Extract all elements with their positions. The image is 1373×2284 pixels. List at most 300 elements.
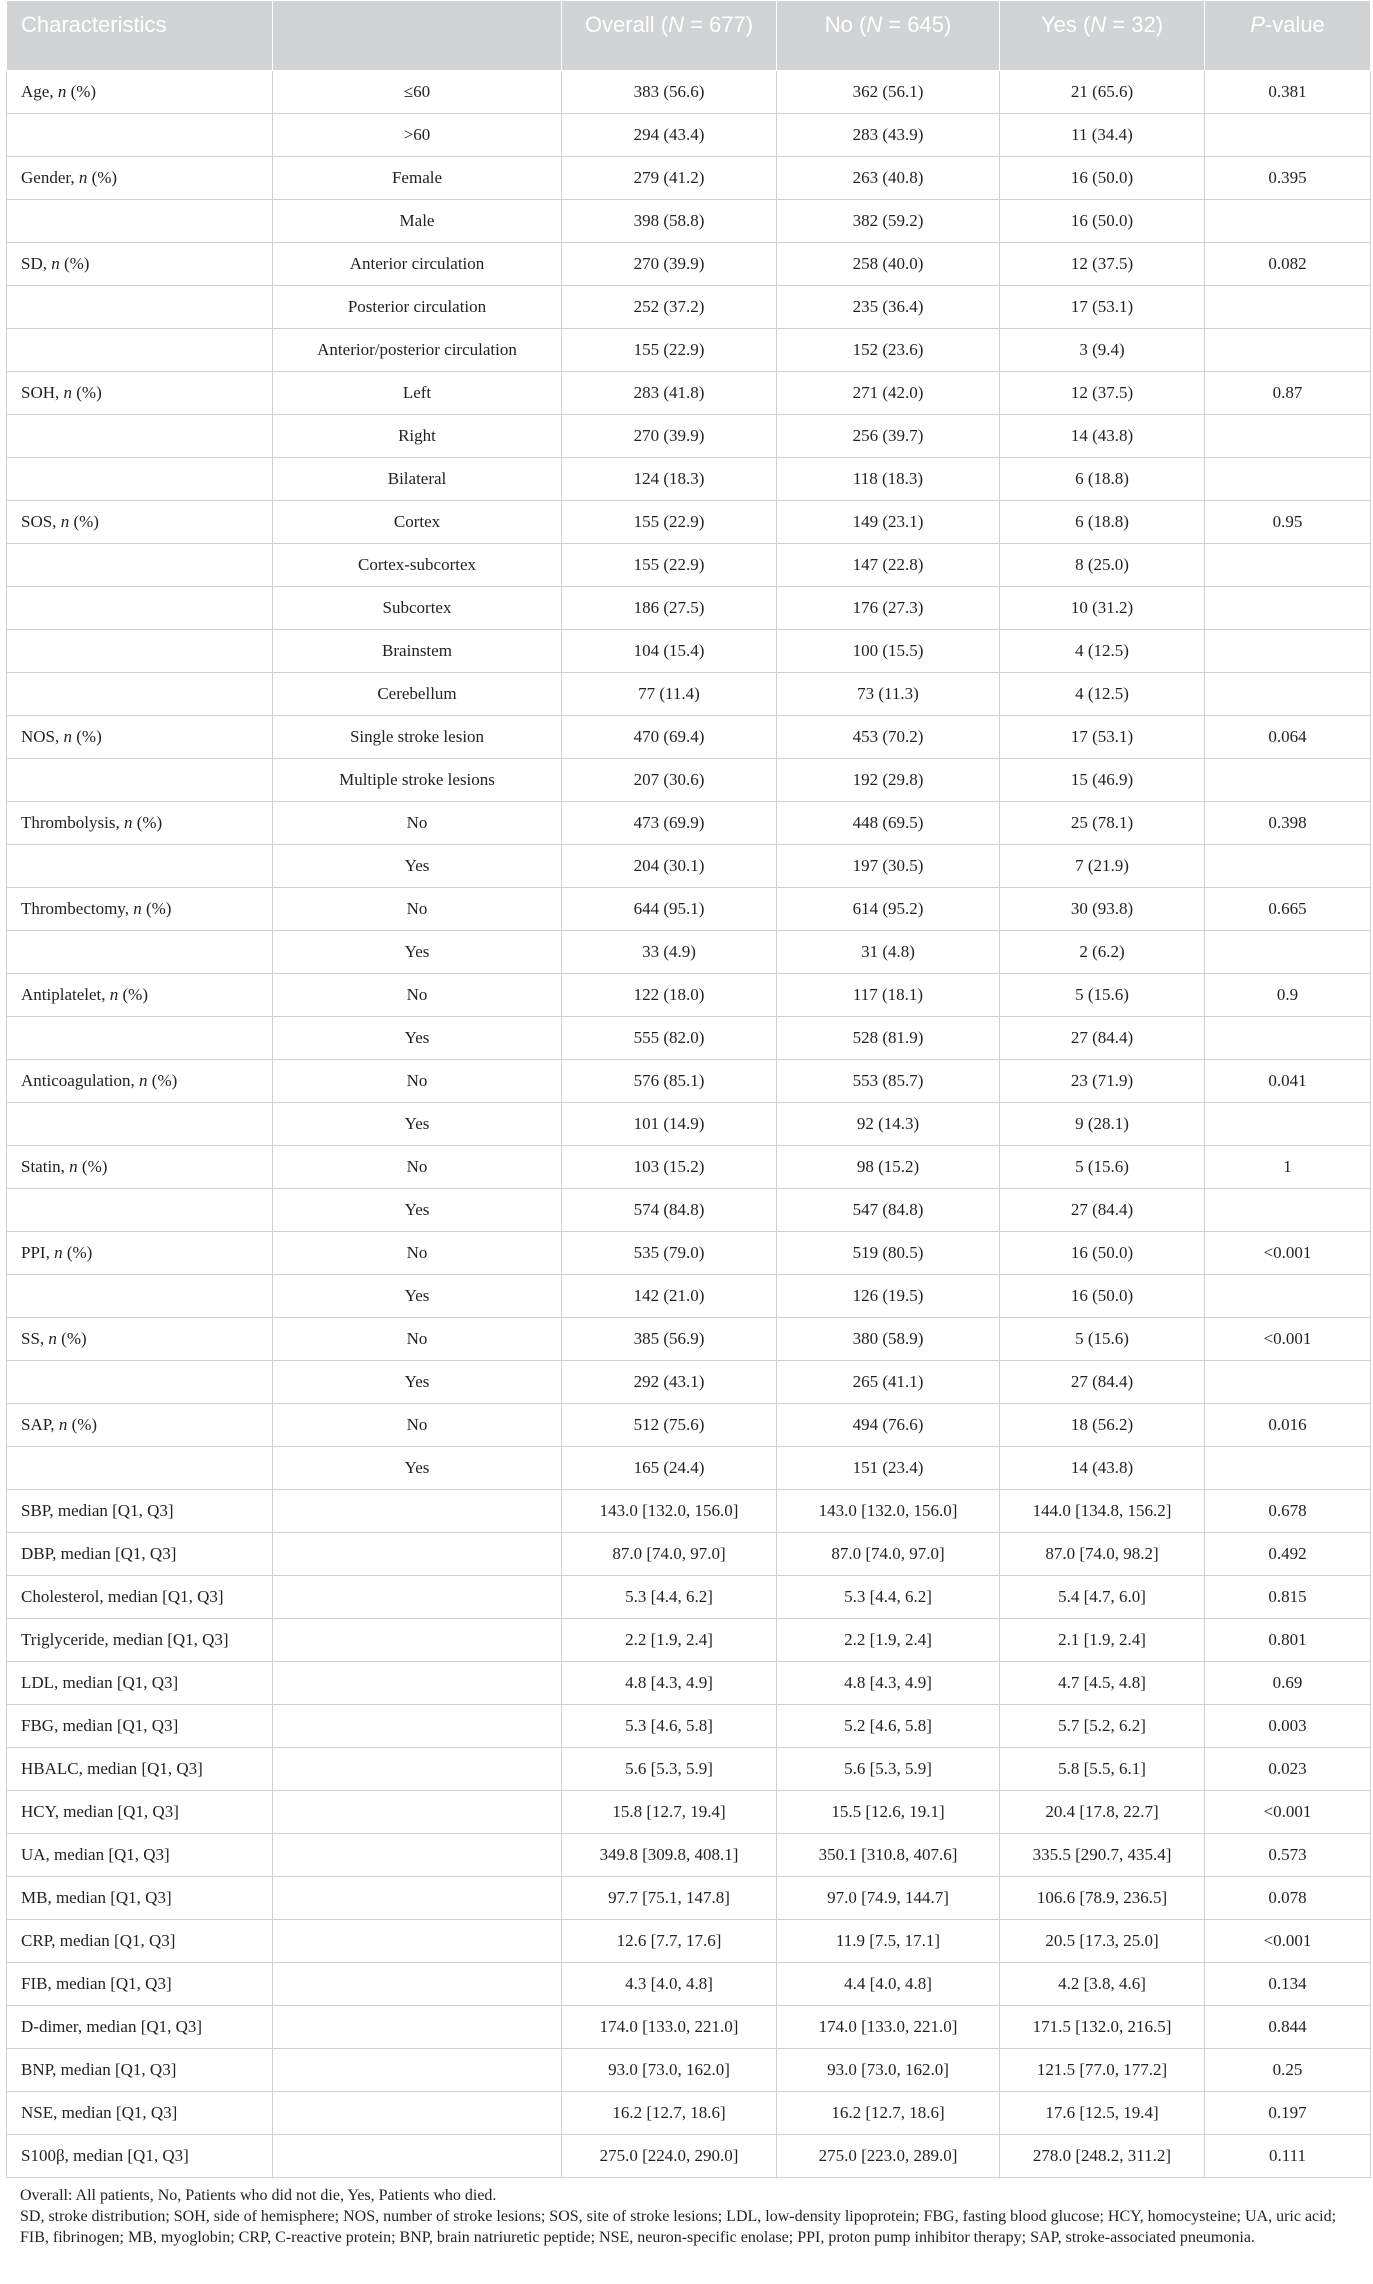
table-row: [7, 71, 1371, 114]
cell-characteristic: Cholesterol, median [Q1, Q3]: [7, 1576, 273, 1619]
table-row: [7, 888, 1371, 931]
cell-category: [273, 2135, 562, 2178]
cell-no: 151 (23.4): [777, 1447, 1000, 1490]
cell-yes: 2.1 [1.9, 2.4]: [1000, 1619, 1205, 1662]
table-row: [7, 1576, 1371, 1619]
cell-yes: 23 (71.9): [1000, 1060, 1205, 1103]
cell-p-value: 0.134: [1205, 1963, 1371, 2006]
cell-overall: 270 (39.9): [562, 415, 777, 458]
cell-overall: 4.3 [4.0, 4.8]: [562, 1963, 777, 2006]
cell-p-value: 0.016: [1205, 1404, 1371, 1447]
cell-p-value: <0.001: [1205, 1232, 1371, 1275]
cell-no: 73 (11.3): [777, 673, 1000, 716]
cell-yes: 10 (31.2): [1000, 587, 1205, 630]
cell-overall: 512 (75.6): [562, 1404, 777, 1447]
cell-p-value: 0.492: [1205, 1533, 1371, 1576]
cell-yes: 6 (18.8): [1000, 458, 1205, 501]
cell-yes: 87.0 [74.0, 98.2]: [1000, 1533, 1205, 1576]
footnotes: [20, 2185, 1365, 2248]
cell-characteristic: HCY, median [Q1, Q3]: [7, 1791, 273, 1834]
cell-overall: 101 (14.9): [562, 1103, 777, 1146]
cell-characteristic: LDL, median [Q1, Q3]: [7, 1662, 273, 1705]
characteristics-table: [6, 0, 1371, 2178]
cell-yes: 9 (28.1): [1000, 1103, 1205, 1146]
cell-yes: 5 (15.6): [1000, 1318, 1205, 1361]
table-row: [7, 974, 1371, 1017]
cell-no: 5.3 [4.4, 6.2]: [777, 1576, 1000, 1619]
cell-yes: 20.4 [17.8, 22.7]: [1000, 1791, 1205, 1834]
cell-characteristic: [7, 1447, 273, 1490]
cell-no: 97.0 [74.9, 144.7]: [777, 1877, 1000, 1920]
cell-overall: 124 (18.3): [562, 458, 777, 501]
cell-overall: 4.8 [4.3, 4.9]: [562, 1662, 777, 1705]
cell-characteristic: [7, 673, 273, 716]
cell-yes: 106.6 [78.9, 236.5]: [1000, 1877, 1205, 1920]
cell-no: 117 (18.1): [777, 974, 1000, 1017]
cell-category: [273, 2049, 562, 2092]
cell-overall: 93.0 [73.0, 162.0]: [562, 2049, 777, 2092]
cell-overall: 174.0 [133.0, 221.0]: [562, 2006, 777, 2049]
cell-yes: 27 (84.4): [1000, 1189, 1205, 1232]
cell-category: [273, 1619, 562, 1662]
cell-p-value: 0.041: [1205, 1060, 1371, 1103]
cell-category: Yes: [273, 1189, 562, 1232]
cell-p-value: [1205, 1361, 1371, 1404]
cell-yes: 4.2 [3.8, 4.6]: [1000, 1963, 1205, 2006]
table-row: [7, 1189, 1371, 1232]
cell-overall: 576 (85.1): [562, 1060, 777, 1103]
cell-overall: 470 (69.4): [562, 716, 777, 759]
cell-overall: 186 (27.5): [562, 587, 777, 630]
cell-characteristic: Antiplatelet, n (%): [7, 974, 273, 1017]
cell-category: No: [273, 888, 562, 931]
cell-overall: 270 (39.9): [562, 243, 777, 286]
cell-characteristic: [7, 200, 273, 243]
cell-p-value: 0.25: [1205, 2049, 1371, 2092]
cell-p-value: 0.95: [1205, 501, 1371, 544]
cell-no: 87.0 [74.0, 97.0]: [777, 1533, 1000, 1576]
cell-characteristic: HBALC, median [Q1, Q3]: [7, 1748, 273, 1791]
cell-p-value: [1205, 630, 1371, 673]
cell-no: 192 (29.8): [777, 759, 1000, 802]
table-container: [6, 0, 1370, 2178]
cell-yes: 20.5 [17.3, 25.0]: [1000, 1920, 1205, 1963]
cell-overall: 97.7 [75.1, 147.8]: [562, 1877, 777, 1920]
cell-category: Brainstem: [273, 630, 562, 673]
cell-overall: 165 (24.4): [562, 1447, 777, 1490]
cell-no: 494 (76.6): [777, 1404, 1000, 1447]
cell-p-value: 0.078: [1205, 1877, 1371, 1920]
cell-no: 547 (84.8): [777, 1189, 1000, 1232]
table-row: [7, 1791, 1371, 1834]
cell-no: 4.4 [4.0, 4.8]: [777, 1963, 1000, 2006]
cell-no: 143.0 [132.0, 156.0]: [777, 1490, 1000, 1533]
cell-characteristic: [7, 1275, 273, 1318]
cell-yes: 11 (34.4): [1000, 114, 1205, 157]
cell-p-value: 0.573: [1205, 1834, 1371, 1877]
cell-overall: 207 (30.6): [562, 759, 777, 802]
cell-p-value: [1205, 1275, 1371, 1318]
cell-no: 283 (43.9): [777, 114, 1000, 157]
cell-characteristic: SOS, n (%): [7, 501, 273, 544]
table-row: [7, 1103, 1371, 1146]
table-row: [7, 1920, 1371, 1963]
cell-p-value: [1205, 759, 1371, 802]
cell-p-value: [1205, 1017, 1371, 1060]
cell-p-value: 0.003: [1205, 1705, 1371, 1748]
cell-overall: 294 (43.4): [562, 114, 777, 157]
cell-no: 453 (70.2): [777, 716, 1000, 759]
cell-yes: 16 (50.0): [1000, 1232, 1205, 1275]
cell-yes: 14 (43.8): [1000, 1447, 1205, 1490]
table-row: [7, 2006, 1371, 2049]
cell-category: Posterior circulation: [273, 286, 562, 329]
cell-p-value: [1205, 200, 1371, 243]
cell-p-value: 0.395: [1205, 157, 1371, 200]
cell-category: [273, 1834, 562, 1877]
cell-characteristic: BNP, median [Q1, Q3]: [7, 2049, 273, 2092]
cell-overall: 155 (22.9): [562, 544, 777, 587]
cell-characteristic: [7, 931, 273, 974]
cell-category: [273, 2092, 562, 2135]
cell-characteristic: [7, 329, 273, 372]
cell-p-value: 0.082: [1205, 243, 1371, 286]
table-row: [7, 1404, 1371, 1447]
cell-no: 92 (14.3): [777, 1103, 1000, 1146]
table-row: [7, 759, 1371, 802]
cell-p-value: [1205, 544, 1371, 587]
cell-category: Cerebellum: [273, 673, 562, 716]
table-row: [7, 243, 1371, 286]
cell-yes: 8 (25.0): [1000, 544, 1205, 587]
table-row: [7, 415, 1371, 458]
cell-characteristic: SAP, n (%): [7, 1404, 273, 1447]
cell-no: 528 (81.9): [777, 1017, 1000, 1060]
cell-yes: 6 (18.8): [1000, 501, 1205, 544]
table-row: [7, 716, 1371, 759]
cell-p-value: 0.87: [1205, 372, 1371, 415]
table-row: [7, 501, 1371, 544]
cell-category: [273, 1662, 562, 1705]
cell-yes: 5.8 [5.5, 6.1]: [1000, 1748, 1205, 1791]
cell-category: Yes: [273, 1447, 562, 1490]
cell-category: Yes: [273, 845, 562, 888]
cell-characteristic: [7, 458, 273, 501]
cell-overall: 77 (11.4): [562, 673, 777, 716]
cell-no: 448 (69.5): [777, 802, 1000, 845]
cell-p-value: [1205, 458, 1371, 501]
cell-overall: 155 (22.9): [562, 329, 777, 372]
cell-p-value: [1205, 1447, 1371, 1490]
cell-category: No: [273, 1318, 562, 1361]
table-row: [7, 1877, 1371, 1920]
cell-overall: 292 (43.1): [562, 1361, 777, 1404]
table-row: [7, 1662, 1371, 1705]
cell-characteristic: SS, n (%): [7, 1318, 273, 1361]
header-yes: Yes (N = 32): [1000, 1, 1205, 71]
cell-overall: 279 (41.2): [562, 157, 777, 200]
cell-characteristic: FBG, median [Q1, Q3]: [7, 1705, 273, 1748]
cell-p-value: 0.9: [1205, 974, 1371, 1017]
header-overall: Overall (N = 677): [562, 1, 777, 71]
table-row: [7, 1619, 1371, 1662]
cell-category: [273, 1490, 562, 1533]
table-row: [7, 458, 1371, 501]
table-row: [7, 845, 1371, 888]
cell-category: Female: [273, 157, 562, 200]
table-row: [7, 286, 1371, 329]
cell-characteristic: DBP, median [Q1, Q3]: [7, 1533, 273, 1576]
cell-no: 553 (85.7): [777, 1060, 1000, 1103]
cell-category: Yes: [273, 1361, 562, 1404]
cell-category: [273, 1920, 562, 1963]
cell-p-value: 0.111: [1205, 2135, 1371, 2178]
cell-category: [273, 1791, 562, 1834]
table-row: [7, 802, 1371, 845]
cell-overall: 349.8 [309.8, 408.1]: [562, 1834, 777, 1877]
cell-characteristic: [7, 845, 273, 888]
cell-characteristic: MB, median [Q1, Q3]: [7, 1877, 273, 1920]
cell-p-value: 1: [1205, 1146, 1371, 1189]
cell-no: 350.1 [310.8, 407.6]: [777, 1834, 1000, 1877]
cell-yes: 2 (6.2): [1000, 931, 1205, 974]
cell-yes: 5.7 [5.2, 6.2]: [1000, 1705, 1205, 1748]
cell-p-value: <0.001: [1205, 1318, 1371, 1361]
cell-no: 265 (41.1): [777, 1361, 1000, 1404]
cell-category: Anterior circulation: [273, 243, 562, 286]
cell-category: No: [273, 802, 562, 845]
cell-yes: 278.0 [248.2, 311.2]: [1000, 2135, 1205, 2178]
table-row: [7, 2049, 1371, 2092]
cell-overall: 5.3 [4.4, 6.2]: [562, 1576, 777, 1619]
table-row: [7, 329, 1371, 372]
table-row: [7, 1275, 1371, 1318]
table-row: [7, 114, 1371, 157]
cell-category: No: [273, 1146, 562, 1189]
cell-p-value: [1205, 673, 1371, 716]
cell-overall: 142 (21.0): [562, 1275, 777, 1318]
cell-characteristic: [7, 286, 273, 329]
cell-yes: 5 (15.6): [1000, 1146, 1205, 1189]
cell-no: 271 (42.0): [777, 372, 1000, 415]
cell-no: 614 (95.2): [777, 888, 1000, 931]
cell-category: [273, 1576, 562, 1619]
cell-yes: 171.5 [132.0, 216.5]: [1000, 2006, 1205, 2049]
cell-category: Male: [273, 200, 562, 243]
cell-characteristic: Gender, n (%): [7, 157, 273, 200]
cell-p-value: [1205, 415, 1371, 458]
cell-overall: 15.8 [12.7, 19.4]: [562, 1791, 777, 1834]
cell-yes: 18 (56.2): [1000, 1404, 1205, 1447]
cell-category: [273, 2006, 562, 2049]
cell-no: 126 (19.5): [777, 1275, 1000, 1318]
cell-yes: 4.7 [4.5, 4.8]: [1000, 1662, 1205, 1705]
cell-p-value: [1205, 845, 1371, 888]
cell-yes: 30 (93.8): [1000, 888, 1205, 931]
cell-overall: 535 (79.0): [562, 1232, 777, 1275]
cell-category: Yes: [273, 1103, 562, 1146]
cell-category: Bilateral: [273, 458, 562, 501]
cell-category: Yes: [273, 931, 562, 974]
cell-characteristic: Triglyceride, median [Q1, Q3]: [7, 1619, 273, 1662]
cell-yes: 12 (37.5): [1000, 243, 1205, 286]
cell-category: [273, 1533, 562, 1576]
cell-category: [273, 1963, 562, 2006]
table-row: [7, 372, 1371, 415]
cell-characteristic: D-dimer, median [Q1, Q3]: [7, 2006, 273, 2049]
cell-overall: 87.0 [74.0, 97.0]: [562, 1533, 777, 1576]
cell-characteristic: NOS, n (%): [7, 716, 273, 759]
cell-no: 2.2 [1.9, 2.4]: [777, 1619, 1000, 1662]
cell-overall: 252 (37.2): [562, 286, 777, 329]
table-row: [7, 1963, 1371, 2006]
table-row: [7, 931, 1371, 974]
cell-no: 5.6 [5.3, 5.9]: [777, 1748, 1000, 1791]
cell-no: 15.5 [12.6, 19.1]: [777, 1791, 1000, 1834]
cell-characteristic: NSE, median [Q1, Q3]: [7, 2092, 273, 2135]
cell-no: 93.0 [73.0, 162.0]: [777, 2049, 1000, 2092]
cell-p-value: [1205, 587, 1371, 630]
cell-characteristic: Thrombectomy, n (%): [7, 888, 273, 931]
cell-yes: 21 (65.6): [1000, 71, 1205, 114]
cell-overall: 283 (41.8): [562, 372, 777, 415]
table-row: [7, 1705, 1371, 1748]
cell-yes: 17.6 [12.5, 19.4]: [1000, 2092, 1205, 2135]
cell-p-value: 0.815: [1205, 1576, 1371, 1619]
cell-yes: 14 (43.8): [1000, 415, 1205, 458]
table-row: [7, 200, 1371, 243]
table-row: [7, 2092, 1371, 2135]
table-row: [7, 630, 1371, 673]
cell-no: 235 (36.4): [777, 286, 1000, 329]
cell-category: Left: [273, 372, 562, 415]
cell-overall: 644 (95.1): [562, 888, 777, 931]
cell-no: 362 (56.1): [777, 71, 1000, 114]
cell-p-value: [1205, 1189, 1371, 1232]
cell-characteristic: [7, 1189, 273, 1232]
cell-p-value: 0.844: [1205, 2006, 1371, 2049]
cell-category: [273, 1705, 562, 1748]
cell-no: 100 (15.5): [777, 630, 1000, 673]
cell-yes: 4 (12.5): [1000, 673, 1205, 716]
cell-characteristic: [7, 544, 273, 587]
cell-category: No: [273, 974, 562, 1017]
cell-characteristic: [7, 415, 273, 458]
cell-no: 197 (30.5): [777, 845, 1000, 888]
cell-no: 152 (23.6): [777, 329, 1000, 372]
cell-yes: 3 (9.4): [1000, 329, 1205, 372]
table-row: [7, 1361, 1371, 1404]
cell-overall: 16.2 [12.7, 18.6]: [562, 2092, 777, 2135]
cell-characteristic: SBP, median [Q1, Q3]: [7, 1490, 273, 1533]
cell-overall: 398 (58.8): [562, 200, 777, 243]
cell-characteristic: PPI, n (%): [7, 1232, 273, 1275]
cell-category: No: [273, 1232, 562, 1275]
table-row: [7, 1834, 1371, 1877]
header-p-value: P-value: [1205, 1, 1371, 71]
cell-characteristic: Anticoagulation, n (%): [7, 1060, 273, 1103]
cell-category: No: [273, 1404, 562, 1447]
cell-p-value: 0.398: [1205, 802, 1371, 845]
cell-characteristic: Age, n (%): [7, 71, 273, 114]
cell-p-value: 0.801: [1205, 1619, 1371, 1662]
cell-characteristic: [7, 630, 273, 673]
cell-p-value: 0.023: [1205, 1748, 1371, 1791]
table-row: [7, 1232, 1371, 1275]
table-row: [7, 1017, 1371, 1060]
cell-overall: 383 (56.6): [562, 71, 777, 114]
cell-characteristic: [7, 759, 273, 802]
cell-p-value: [1205, 286, 1371, 329]
cell-yes: 25 (78.1): [1000, 802, 1205, 845]
cell-overall: 473 (69.9): [562, 802, 777, 845]
cell-p-value: [1205, 1103, 1371, 1146]
cell-overall: 155 (22.9): [562, 501, 777, 544]
cell-characteristic: [7, 587, 273, 630]
cell-yes: 16 (50.0): [1000, 200, 1205, 243]
cell-no: 263 (40.8): [777, 157, 1000, 200]
cell-yes: 335.5 [290.7, 435.4]: [1000, 1834, 1205, 1877]
cell-p-value: 0.381: [1205, 71, 1371, 114]
cell-characteristic: [7, 1361, 273, 1404]
cell-characteristic: SD, n (%): [7, 243, 273, 286]
footnote-group-definitions: Overall: All patients, No, Patients who did not die, Yes, Patients who died.: [20, 2187, 497, 2204]
cell-yes: 16 (50.0): [1000, 157, 1205, 200]
table-row: [7, 1146, 1371, 1189]
table-body: [7, 71, 1371, 2178]
cell-overall: 33 (4.9): [562, 931, 777, 974]
cell-no: 519 (80.5): [777, 1232, 1000, 1275]
cell-no: 16.2 [12.7, 18.6]: [777, 2092, 1000, 2135]
cell-category: Yes: [273, 1017, 562, 1060]
table-row: [7, 544, 1371, 587]
cell-overall: 104 (15.4): [562, 630, 777, 673]
cell-yes: 12 (37.5): [1000, 372, 1205, 415]
cell-overall: 574 (84.8): [562, 1189, 777, 1232]
cell-p-value: [1205, 329, 1371, 372]
footnote-abbreviations: SD, stroke distribution; SOH, side of hemisphere; NOS, number of stroke lesions; SOS, site of stroke lesions; LDL, low-density lipoprotein; FBG, fasting blood glucose; HCY, homocysteine; UA, uric acid; FIB, fibrinogen; MB, myoglobin; CRP, C-reactive protein; BNP, brain natriuretic peptide; NSE, neuron-specific enolase; PPI, proton pump inhibitor therapy; SAP, stroke-associated pneumonia.: [20, 2208, 1337, 2246]
cell-category: Single stroke lesion: [273, 716, 562, 759]
cell-characteristic: Statin, n (%): [7, 1146, 273, 1189]
cell-overall: 204 (30.1): [562, 845, 777, 888]
cell-p-value: 0.064: [1205, 716, 1371, 759]
cell-category: Subcortex: [273, 587, 562, 630]
cell-category: ≤60: [273, 71, 562, 114]
cell-characteristic: [7, 1103, 273, 1146]
cell-no: 275.0 [223.0, 289.0]: [777, 2135, 1000, 2178]
table-row: [7, 157, 1371, 200]
cell-no: 256 (39.7): [777, 415, 1000, 458]
cell-no: 258 (40.0): [777, 243, 1000, 286]
cell-characteristic: FIB, median [Q1, Q3]: [7, 1963, 273, 2006]
header-row: [7, 1, 1371, 71]
cell-no: 5.2 [4.6, 5.8]: [777, 1705, 1000, 1748]
cell-p-value: 0.665: [1205, 888, 1371, 931]
cell-no: 382 (59.2): [777, 200, 1000, 243]
table-row: [7, 1060, 1371, 1103]
cell-yes: 7 (21.9): [1000, 845, 1205, 888]
cell-no: 118 (18.3): [777, 458, 1000, 501]
cell-category: Right: [273, 415, 562, 458]
cell-no: 174.0 [133.0, 221.0]: [777, 2006, 1000, 2049]
cell-category: No: [273, 1060, 562, 1103]
cell-p-value: <0.001: [1205, 1920, 1371, 1963]
cell-yes: 5.4 [4.7, 6.0]: [1000, 1576, 1205, 1619]
cell-no: 31 (4.8): [777, 931, 1000, 974]
cell-p-value: 0.678: [1205, 1490, 1371, 1533]
table-row: [7, 1447, 1371, 1490]
cell-no: 98 (15.2): [777, 1146, 1000, 1189]
